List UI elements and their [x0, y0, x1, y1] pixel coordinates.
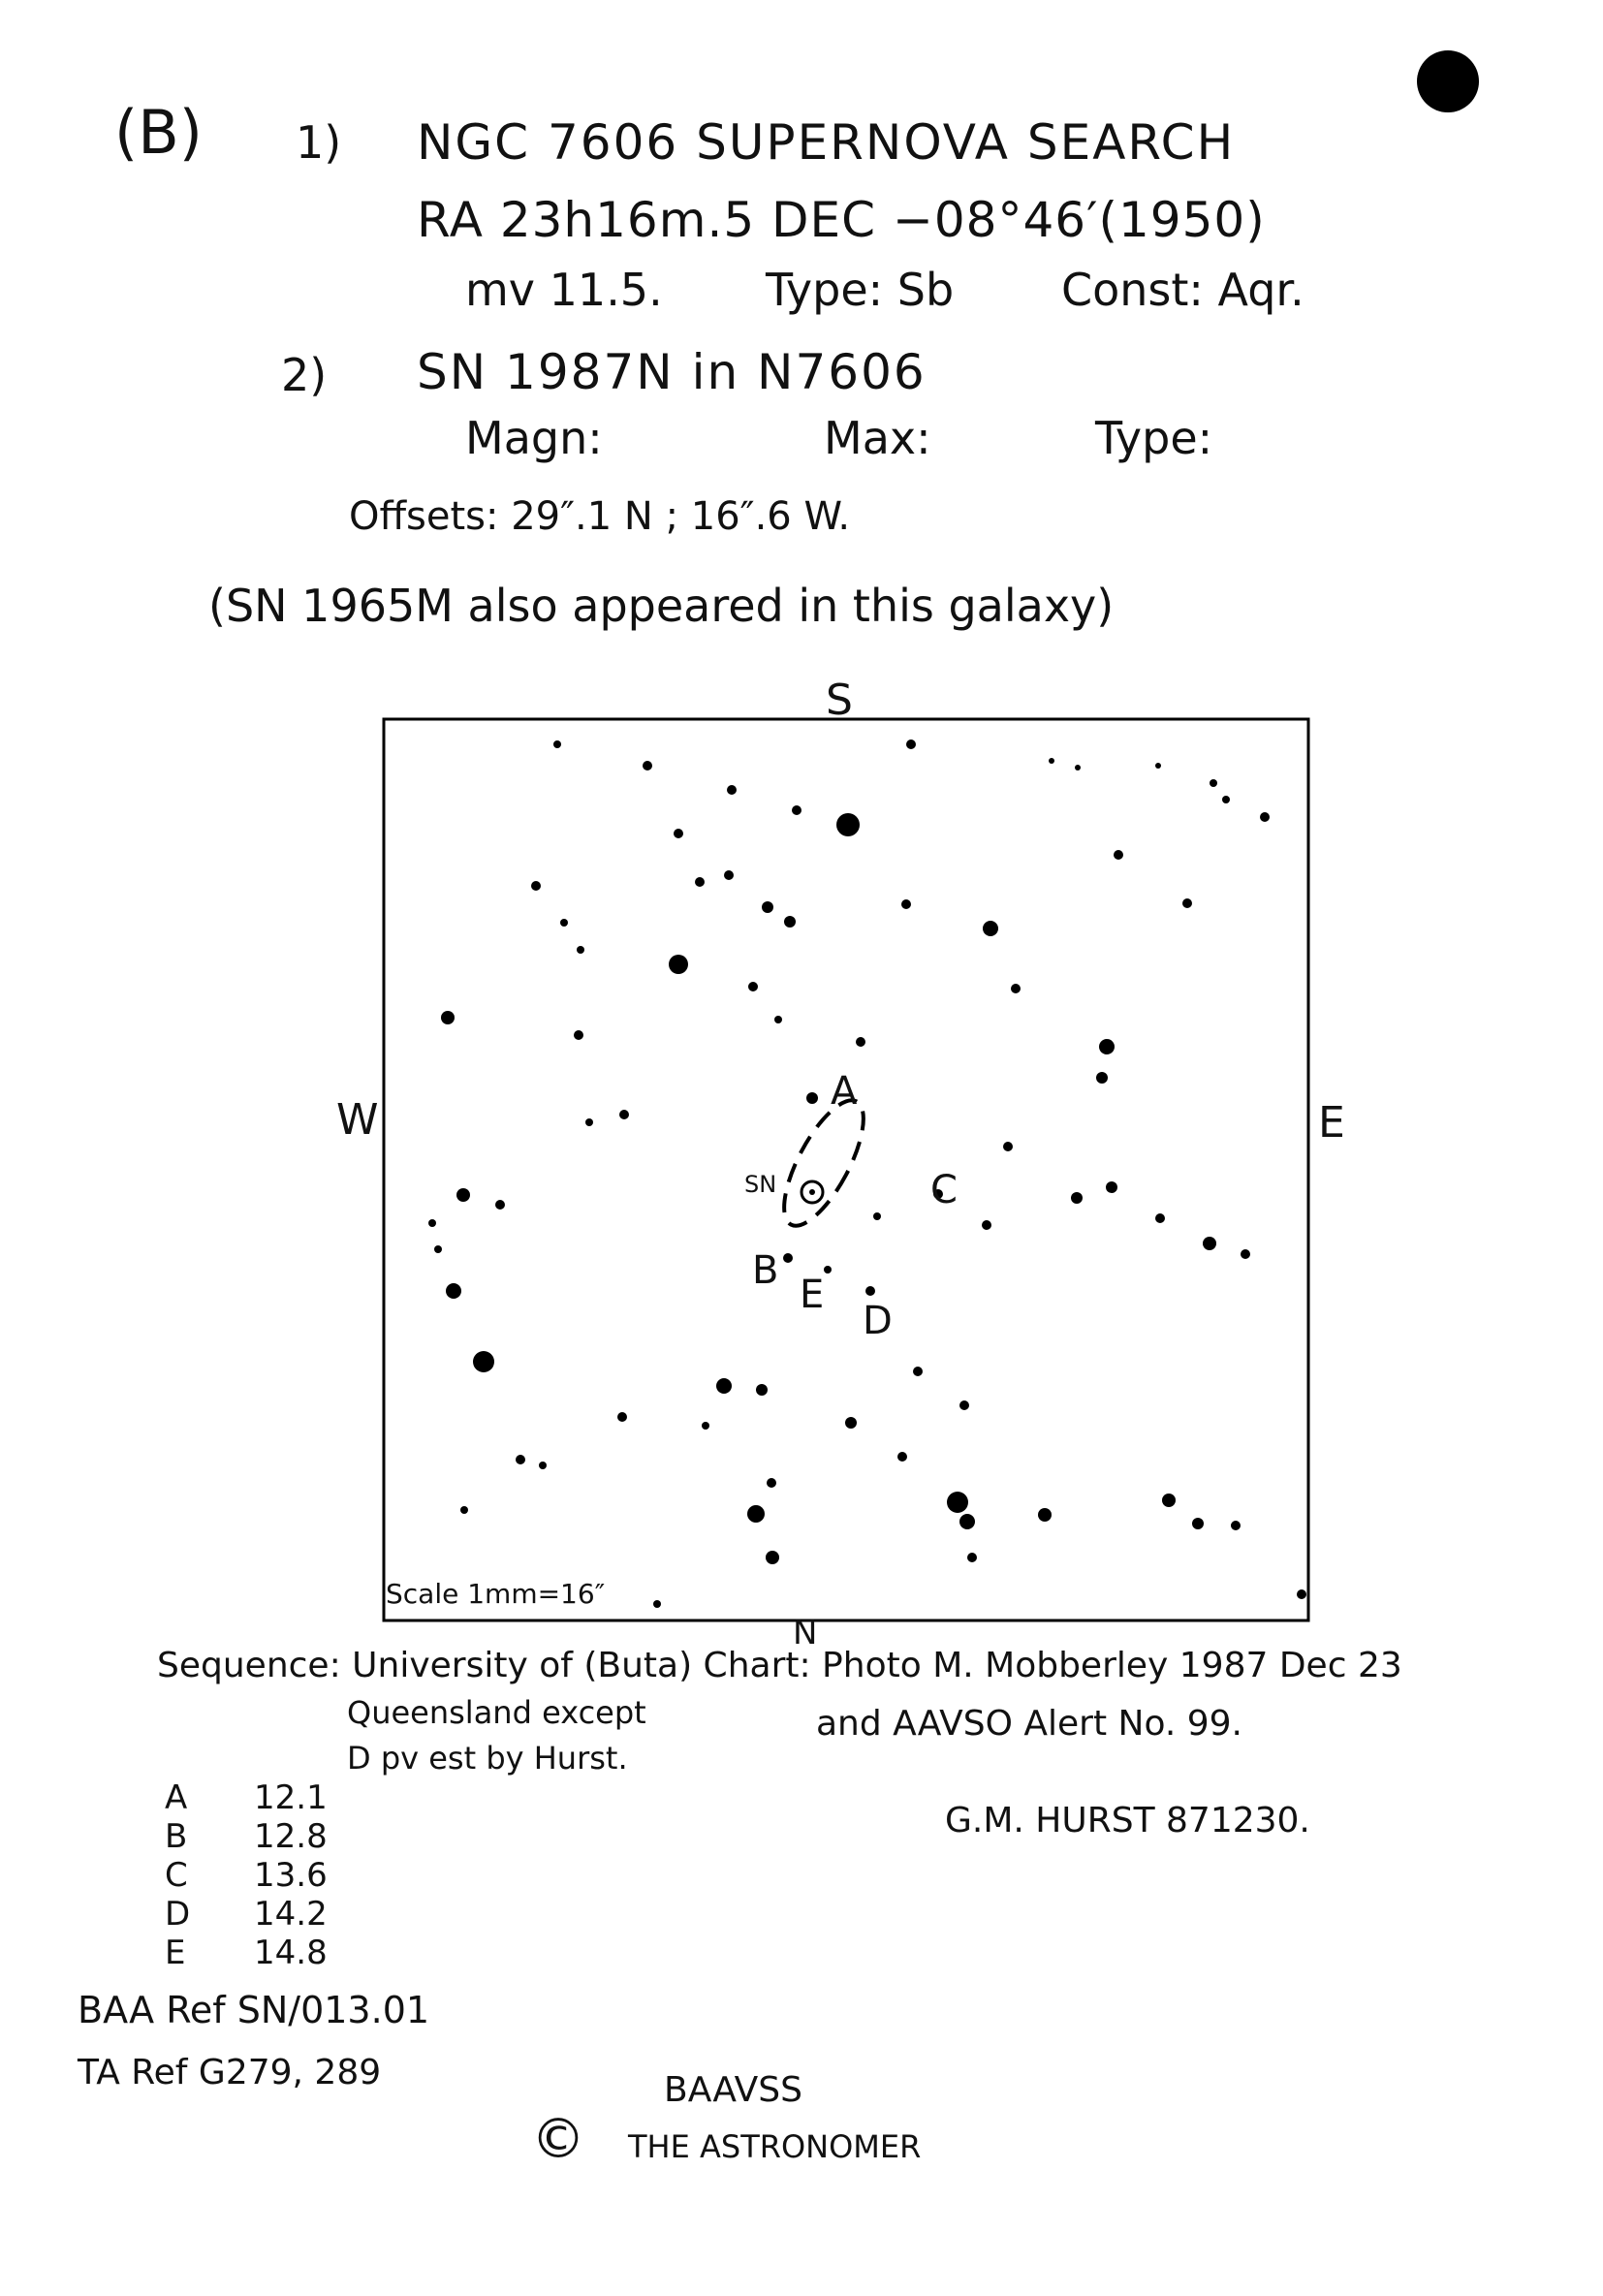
sequence-star: D — [165, 1895, 191, 1934]
galaxy-outline — [769, 1089, 879, 1237]
star-label-a: A — [831, 1069, 858, 1114]
star — [553, 740, 561, 748]
star — [865, 1286, 875, 1296]
star — [766, 1551, 779, 1564]
north-label: N — [793, 1614, 818, 1652]
star — [577, 946, 584, 954]
star — [619, 1110, 629, 1119]
sequence-star: A — [165, 1778, 188, 1817]
star — [653, 1600, 661, 1608]
galaxy-note: (SN 1965M also appeared in this galaxy) — [208, 580, 1115, 632]
star — [1210, 779, 1217, 787]
star — [901, 899, 911, 909]
star — [1155, 763, 1161, 769]
sequence-mag: 13.6 — [254, 1856, 328, 1895]
star — [1099, 1039, 1115, 1054]
star — [783, 1253, 793, 1263]
star — [716, 1378, 732, 1394]
star — [460, 1506, 468, 1514]
star — [897, 1452, 907, 1462]
star — [983, 921, 998, 936]
star — [747, 1505, 765, 1523]
star — [434, 1245, 442, 1253]
star — [669, 955, 688, 974]
copyright-line-2: THE ASTRONOMER — [628, 2128, 922, 2165]
star — [784, 916, 796, 928]
star — [1106, 1181, 1117, 1193]
copyright-symbol: © — [531, 2108, 585, 2171]
star — [774, 1016, 782, 1023]
star — [845, 1417, 857, 1429]
star — [446, 1283, 461, 1299]
chart-frame — [384, 719, 1308, 1620]
star — [1071, 1192, 1083, 1204]
star — [1155, 1213, 1165, 1223]
star — [1222, 796, 1230, 803]
copyright-line-1: BAAVSS — [664, 2070, 802, 2110]
ta-reference: TA Ref G279, 289 — [78, 2053, 382, 2092]
author-signature: G.M. HURST 871230. — [945, 1801, 1310, 1840]
star — [473, 1351, 494, 1372]
item1-number: 1) — [296, 116, 342, 169]
star — [767, 1478, 776, 1488]
star — [1297, 1589, 1306, 1599]
star-field — [428, 739, 1306, 1608]
star — [824, 1266, 832, 1274]
item2-number: 2) — [281, 349, 328, 401]
star — [1203, 1237, 1216, 1250]
star-label-e: E — [800, 1273, 825, 1317]
star — [1260, 812, 1270, 822]
star — [1182, 898, 1192, 908]
star — [1114, 850, 1123, 860]
item2-magn: Magn: — [465, 412, 603, 464]
star — [906, 739, 916, 749]
star — [947, 1492, 968, 1513]
sequence-line-1: Sequence: University of (Buta) Chart: Photo M. Mobberley 1987 Dec 23 — [157, 1646, 1402, 1685]
star — [727, 785, 737, 795]
sequence-mag: 12.8 — [254, 1817, 328, 1856]
star — [913, 1367, 923, 1376]
sequence-star: B — [165, 1817, 188, 1856]
star — [456, 1188, 470, 1202]
item2-title: SN 1987N in N7606 — [417, 344, 927, 400]
star — [1096, 1072, 1108, 1084]
star — [959, 1400, 969, 1410]
star — [574, 1030, 583, 1040]
star — [617, 1412, 627, 1422]
star — [585, 1118, 593, 1126]
offsets: Offsets: 29″.1 N ; 16″.6 W. — [349, 494, 851, 539]
star-label-d: D — [863, 1299, 893, 1343]
sequence-star: C — [165, 1856, 188, 1895]
sn-label: SN — [744, 1171, 777, 1198]
star — [674, 829, 683, 838]
star — [695, 877, 705, 887]
section-label: (B) — [114, 97, 203, 168]
star — [1231, 1521, 1241, 1530]
item2-max: Max: — [824, 412, 931, 464]
sequence-line-2a: Queensland except — [347, 1694, 646, 1731]
star — [967, 1553, 977, 1562]
star — [836, 813, 860, 836]
star — [428, 1219, 436, 1227]
star — [806, 1092, 818, 1104]
star — [1049, 758, 1054, 764]
east-label: E — [1318, 1098, 1345, 1148]
star-label-c: C — [930, 1168, 958, 1212]
baa-reference: BAA Ref SN/013.01 — [78, 1989, 430, 2031]
item1-title: NGC 7606 SUPERNOVA SEARCH — [417, 114, 1236, 171]
star — [560, 919, 568, 927]
star — [1011, 984, 1021, 993]
item1-coordinates: RA 23h16m.5 DEC −08°46′(1950) — [417, 192, 1266, 248]
item1-constellation: Const: Aqr. — [1061, 264, 1304, 316]
star — [792, 805, 802, 815]
item1-type: Type: Sb — [766, 264, 955, 316]
star — [1241, 1249, 1250, 1259]
star — [516, 1455, 525, 1464]
item2-type: Type: — [1095, 412, 1213, 464]
supernova-dot — [809, 1189, 815, 1195]
star-label-b: B — [752, 1248, 779, 1293]
sequence-line-3: D pv est by Hurst. — [347, 1740, 628, 1777]
star — [1192, 1518, 1204, 1529]
star — [724, 870, 734, 880]
star — [762, 901, 773, 913]
star — [539, 1462, 547, 1469]
star — [1162, 1494, 1176, 1507]
star — [959, 1514, 975, 1529]
star — [873, 1212, 881, 1220]
star — [643, 761, 652, 771]
chart-scale: Scale 1mm=16″ — [386, 1578, 606, 1610]
star — [982, 1220, 991, 1230]
south-label: S — [826, 676, 853, 725]
sequence-mag: 12.1 — [254, 1778, 328, 1817]
sequence-star: E — [165, 1934, 186, 1972]
star — [702, 1422, 709, 1430]
item1-magnitude: mv 11.5. — [465, 264, 663, 316]
star — [1075, 765, 1081, 771]
star — [756, 1384, 768, 1396]
sequence-line-2b: and AAVSO Alert No. 99. — [816, 1704, 1242, 1744]
star — [748, 982, 758, 991]
sequence-mag: 14.2 — [254, 1895, 328, 1934]
sequence-mag: 14.8 — [254, 1934, 328, 1972]
star — [1038, 1508, 1052, 1522]
star — [1003, 1142, 1013, 1151]
star — [531, 881, 541, 891]
west-label: W — [336, 1095, 379, 1145]
star — [856, 1037, 865, 1047]
star — [495, 1200, 505, 1210]
star — [441, 1011, 455, 1024]
